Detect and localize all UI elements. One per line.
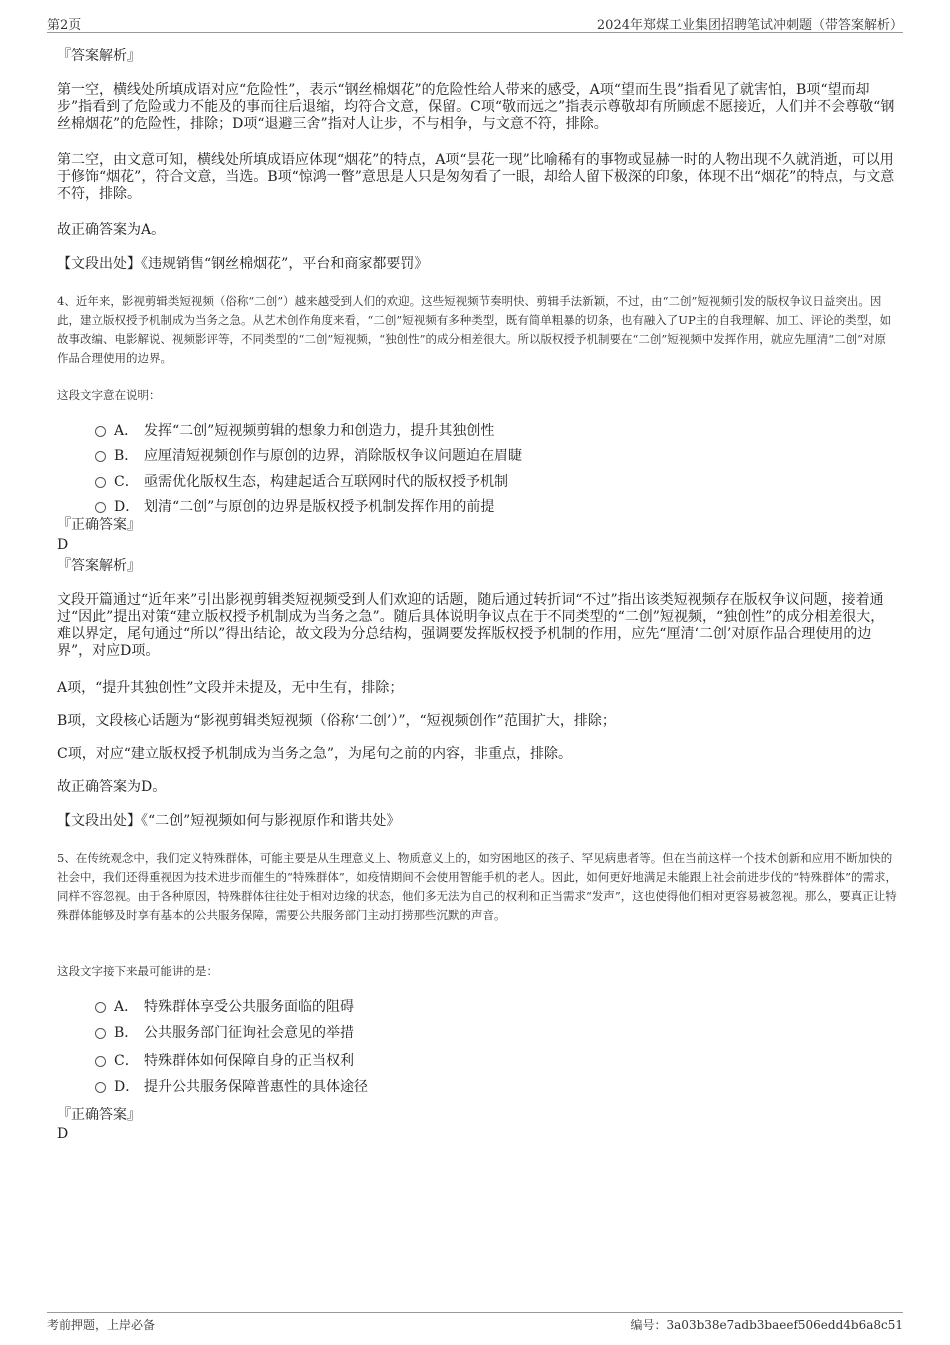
option-text: 发挥“二创”短视频剪辑的想象力和创造力，提升其独创性	[144, 423, 495, 439]
radio-icon[interactable]	[95, 1028, 106, 1039]
q4-exclusion-c: C项，对应“建立版权授予机制成为当务之急”，为尾句之前的内容，非重点，排除。	[57, 746, 573, 762]
page-header	[47, 14, 903, 33]
option-text: 特殊群体享受公共服务面临的阻碍	[144, 999, 354, 1015]
option-text: 划清“二创”与原创的边界是版权授予机制发挥作用的前提	[144, 499, 495, 515]
q3-conclusion: 故正确答案为A。	[57, 222, 166, 238]
q4-option-b[interactable]	[95, 446, 522, 466]
option-text: 公共服务部门征询社会意见的举措	[144, 1025, 354, 1041]
q5-stem: 5、在传统观念中，我们定义特殊群体，可能主要是从生理意义上、物质意义上的，如穷困地区的孩子、罕见病患者等。但在当前这样一个技术创新和应用不断加快的社会中，我们还得重视因为技术进步而催生的“特殊群体”，如疫情期间不会使用智能手机的老人。因此，如何更好地满足未能跟上社会前进步伐的“特殊群体”的需求，同样不容忽视。由于各种原因，特殊群体往往处于相对边缘的状态，他们多无法为自己的权利和正当需求“发声”，这也使得他们相对更容易被忽视。那么，要真正让特殊群体能够及时享有基本的公共服务保障，需要公共服务部门主动打捞那些沉默的声音。	[57, 851, 898, 922]
q4-source: 【文段出处】《“二创”短视频如何与影视原作和谐共处》	[57, 813, 401, 829]
option-text: 提升公共服务保障普惠性的具体途径	[144, 1079, 368, 1095]
option-key: C．	[114, 1053, 139, 1069]
q4-option-a[interactable]	[95, 421, 494, 441]
q5-answer: D	[57, 1126, 69, 1142]
q5-question: 这段文字接下来最可能讲的是：	[57, 964, 218, 978]
q4-option-d[interactable]	[95, 497, 494, 517]
q3-analysis-para1: 第一空，横线处所填成语对应“危险性”，表示“钢丝棉烟花”的危险性给人带来的感受，A项“望而生畏”指看见了就害怕，B项“望而却步”指看到了危险或力不能及的事而往后退缩，均符合文意，保留。C项“敬而远之”指表示尊敬却有所顾虑不愿接近，人们并不会尊敬“钢丝棉烟花”的危险性，排除；D项“退避三舍”指对人让步，不与相争，与文意不符，排除。	[57, 82, 895, 132]
option-key: C．	[114, 474, 139, 490]
page-footer	[47, 1312, 903, 1333]
q5-option-a[interactable]	[95, 997, 354, 1017]
option-key: D．	[114, 499, 140, 515]
option-key: A．	[114, 999, 139, 1015]
radio-icon[interactable]	[95, 502, 106, 513]
option-key: B．	[114, 448, 139, 464]
q4-analysis: 文段开篇通过“近年来”引出影视剪辑类短视频受到人们欢迎的话题，随后通过转折词“不过”指出该类短视频存在版权争议问题，接着通过“因此”提出对策“建立版权授予机制成为当务之急”。随后具体说明争议点在于不同类型的“二创”短视频，“独创性”的成分相差很大，难以界定，尾句通过“所以”得出结论，故文段为分总结构，强调要发挥版权授予机制的作用，应先“厘清‘二创’对原作品合理使用的边界”，对应D项。	[57, 592, 885, 659]
q4-exclusion-a: A项，“提升其独创性”文段并未提及，无中生有，排除；	[57, 680, 404, 696]
document-title: 2024年郑煤工业集团招聘笔试冲刺题（带答案解析）	[596, 18, 903, 33]
q5-answer-label: 『正确答案』	[57, 1107, 141, 1123]
q4-question: 这段文字意在说明：	[57, 388, 161, 402]
q5-option-d[interactable]	[95, 1077, 368, 1097]
footer-slogan: 考前押题，上岸必备	[47, 1318, 156, 1332]
q4-exclusion-b: B项，文段核心话题为“影视剪辑类短视频（俗称‘二创’）”，“短视频创作”范围扩大，排除；	[57, 713, 616, 729]
option-key: D．	[114, 1079, 140, 1095]
option-text: 应厘清短视频创作与原创的边界，消除版权争议问题迫在眉睫	[144, 448, 522, 464]
q5-option-c[interactable]	[95, 1051, 354, 1071]
q4-stem: 4、近年来，影视剪辑类短视频（俗称“二创”）越来越受到人们的欢迎。这些短视频节奏明快、剪辑手法新颖，不过，由“二创”短视频引发的版权争议日益突出。因此，建立版权授予机制成为当务之急。从艺术创作角度来看，“二创”短视频有多种类型，既有简单粗暴的切条，也有融入了UP主的自我理解、加工、评论的类型，如故事改编、电影解说、视频影评等，不同类型的“二创”短视频，“独创性”的成分相差很大。所以版权授予机制要在“二创”短视频中发挥作用，就应先厘清“二创”对原作品合理使用的边界。	[57, 294, 892, 365]
radio-icon[interactable]	[95, 477, 106, 488]
option-text: 特殊群体如何保障自身的正当权利	[144, 1053, 354, 1069]
option-key: A．	[114, 423, 139, 439]
q3-analysis-label: 『答案解析』	[57, 48, 141, 64]
q3-analysis-para2: 第二空，由文意可知，横线处所填成语应体现“烟花”的特点，A项“昙花一现”比喻稀有的事物或显赫一时的人物出现不久就消逝，可以用于修饰“烟花”，符合文意，当选。B项“惊鸿一瞥”意思是人只是匆匆看了一眼，却给人留下极深的印象，体现不出“烟花”的特点，与文意不符，排除。	[57, 152, 895, 202]
option-key: B．	[114, 1025, 139, 1041]
page-number: 第2页	[47, 18, 82, 33]
q4-option-c[interactable]	[95, 472, 508, 492]
radio-icon[interactable]	[95, 1082, 106, 1093]
q4-answer: D	[57, 537, 69, 553]
document-id: 编号：3a03b38e7adb3baeef506edd4b6a8c51	[630, 1318, 903, 1332]
radio-icon[interactable]	[95, 451, 106, 462]
radio-icon[interactable]	[95, 1056, 106, 1067]
radio-icon[interactable]	[95, 1002, 106, 1013]
q3-source: 【文段出处】《违规销售“钢丝棉烟花”，平台和商家都要罚》	[57, 256, 429, 272]
q4-analysis-label: 『答案解析』	[57, 558, 141, 574]
q4-answer-label: 『正确答案』	[57, 517, 141, 533]
option-text: 亟需优化版权生态，构建起适合互联网时代的版权授予机制	[144, 474, 508, 490]
radio-icon[interactable]	[95, 426, 106, 437]
q4-conclusion: 故正确答案为D。	[57, 779, 167, 795]
q5-option-b[interactable]	[95, 1023, 354, 1043]
